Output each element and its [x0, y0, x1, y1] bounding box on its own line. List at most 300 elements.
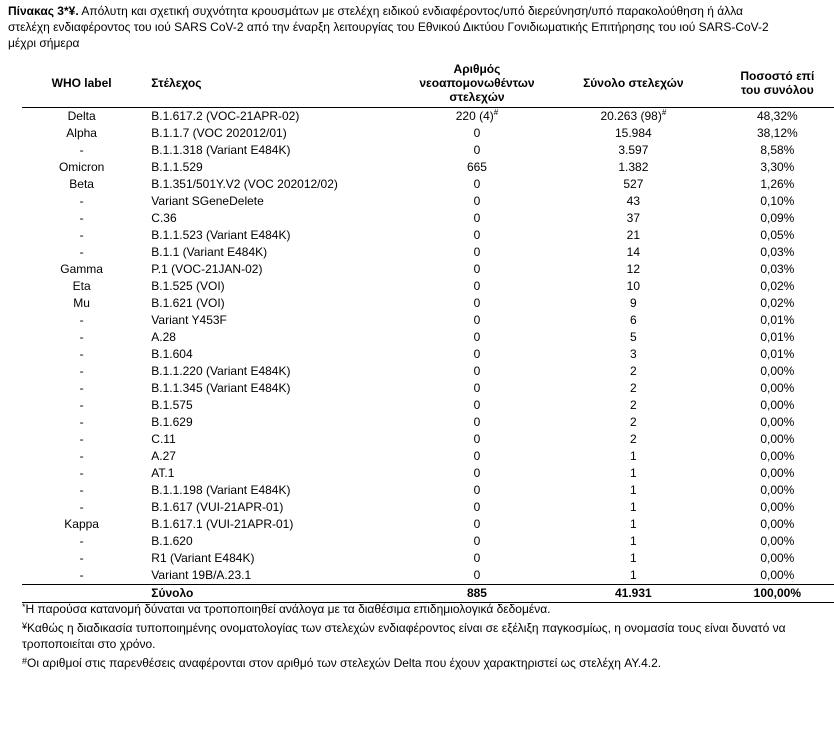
cell-percentage	[721, 499, 834, 516]
cell-new-sequenced-value: 0	[473, 194, 481, 208]
cell-percentage-value: 0,00%	[760, 449, 795, 463]
header-percentage	[721, 58, 834, 108]
cell-new-sequenced-value: 0	[473, 313, 481, 327]
cell-who-label	[22, 431, 141, 448]
cell-total	[546, 210, 721, 227]
cell-new-sequenced-value: 0	[473, 551, 481, 565]
cell-new-sequenced-value: 0	[473, 381, 481, 395]
cell-new-sequenced	[408, 414, 546, 431]
cell-percentage	[721, 414, 834, 431]
total-pct: 100,00%	[721, 585, 834, 603]
header-new-line-3: στελεχών	[449, 89, 505, 104]
table-row	[22, 465, 834, 482]
cell-total	[546, 414, 721, 431]
cell-percentage-value: 0,00%	[760, 466, 795, 480]
cell-percentage-value: 0,09%	[760, 211, 795, 225]
cell-strain-value: C.11	[151, 432, 176, 446]
cell-percentage-value: 0,00%	[760, 517, 795, 531]
cell-percentage	[721, 295, 834, 312]
cell-new-sequenced	[408, 499, 546, 516]
cell-percentage	[721, 363, 834, 380]
cell-who-label-value: -	[79, 211, 84, 225]
table-row	[22, 176, 834, 193]
cell-total	[546, 176, 721, 193]
cell-percentage	[721, 125, 834, 142]
cell-strain-value: B.1.1.523 (Variant E484K)	[151, 228, 291, 242]
cell-percentage-value: 0,00%	[760, 483, 795, 497]
cell-who-label-value: Kappa	[64, 517, 99, 531]
cell-new-sequenced	[408, 533, 546, 550]
cell-strain-value: B.1.617.2 (VOC-21APR-02)	[151, 109, 300, 123]
cell-new-sequenced	[408, 448, 546, 465]
cell-percentage-value: 0,00%	[760, 398, 795, 412]
footnote-1	[22, 599, 822, 617]
cell-total	[546, 261, 721, 278]
cell-percentage	[721, 380, 834, 397]
cell-new-sequenced	[408, 142, 546, 159]
cell-new-sequenced	[408, 261, 546, 278]
cell-total-value: 1	[630, 500, 637, 514]
cell-strain-value: B.1.629	[151, 415, 193, 429]
cell-who-label-value: -	[79, 313, 84, 327]
cell-total	[546, 465, 721, 482]
cell-strain	[141, 465, 408, 482]
cell-new-sequenced	[408, 346, 546, 363]
cell-new-sequenced	[408, 278, 546, 295]
table-row	[22, 414, 834, 431]
cell-who-label-value: -	[79, 194, 84, 208]
cell-strain-value: B.1.575	[151, 398, 193, 412]
cell-who-label	[22, 499, 141, 516]
cell-strain	[141, 312, 408, 329]
cell-percentage-value: 48,32%	[756, 109, 798, 123]
cell-percentage	[721, 142, 834, 159]
cell-who-label	[22, 448, 141, 465]
cell-percentage	[721, 448, 834, 465]
cell-total-value: 10	[626, 279, 641, 293]
cell-percentage	[721, 159, 834, 176]
cell-percentage-value: 0,00%	[760, 534, 795, 548]
cell-strain	[141, 482, 408, 499]
cell-percentage	[721, 176, 834, 193]
cell-who-label-value: -	[79, 245, 84, 259]
cell-total	[546, 312, 721, 329]
cell-strain-value: A.28	[151, 330, 176, 344]
footnote-3	[22, 653, 822, 671]
caption-text-1: Απόλυτη και σχετική συχνότητα κρουσμάτων με στελέχη ειδικού ενδιαφέροντος/υπό διερεύνηση/υπό παρακολούθηση ή άλλα	[81, 4, 743, 18]
cell-who-label-value: Gamma	[60, 262, 103, 276]
cell-who-label-value: -	[79, 228, 84, 242]
cell-total	[546, 380, 721, 397]
cell-new-sequenced	[408, 108, 546, 126]
cell-new-sequenced-value: 0	[473, 466, 481, 480]
cell-who-label-value: -	[79, 449, 84, 463]
cell-new-sequenced	[408, 363, 546, 380]
cell-who-label-value: Alpha	[66, 126, 97, 140]
cell-total-value: 3	[630, 347, 637, 361]
cell-new-sequenced	[408, 244, 546, 261]
cell-total-value: 2	[630, 381, 637, 395]
cell-new-sequenced-value: 0	[473, 568, 481, 582]
cell-percentage-value: 3,30%	[760, 160, 795, 174]
cell-who-label	[22, 159, 141, 176]
cell-strain	[141, 533, 408, 550]
cell-percentage	[721, 550, 834, 567]
header-strain: Στέλεχος	[141, 58, 408, 108]
cell-total	[546, 329, 721, 346]
cell-new-sequenced	[408, 431, 546, 448]
cell-percentage-value: 0,00%	[760, 432, 795, 446]
table-row	[22, 363, 834, 380]
footnote-ref: #	[661, 108, 667, 117]
cell-who-label-value: -	[79, 364, 84, 378]
cell-who-label-value: -	[79, 534, 84, 548]
caption-line-3: μέχρι σήμερα	[8, 36, 80, 50]
cell-total-value: 12	[626, 262, 641, 276]
cell-percentage	[721, 312, 834, 329]
cell-percentage-value: 8,58%	[760, 143, 795, 157]
cell-new-sequenced-value: 0	[473, 398, 481, 412]
cell-strain-value: B.1.1 (Variant E484K)	[151, 245, 268, 259]
variants-table	[22, 58, 834, 603]
cell-total-value: 9	[630, 296, 637, 310]
cell-percentage	[721, 346, 834, 363]
cell-strain	[141, 142, 408, 159]
cell-total-value: 1	[630, 517, 637, 531]
cell-total	[546, 567, 721, 585]
footnote-text: Η παρούσα κατανομή δύναται να τροποποιηθεί ανάλογα με τα διαθέσιμα επιδημιολογικά δεδομένα.	[25, 602, 551, 616]
table-row	[22, 261, 834, 278]
cell-new-sequenced-value: 0	[473, 143, 481, 157]
cell-total	[546, 159, 721, 176]
table-row	[22, 533, 834, 550]
cell-total-value: 3.597	[618, 143, 649, 157]
cell-strain	[141, 363, 408, 380]
header-new-line-2: νεοαπομονωθέντων	[419, 75, 535, 90]
cell-total-value: 6	[630, 313, 637, 327]
cell-new-sequenced	[408, 125, 546, 142]
cell-who-label	[22, 312, 141, 329]
cell-new-sequenced-value: 0	[473, 364, 481, 378]
cell-percentage	[721, 210, 834, 227]
cell-strain	[141, 108, 408, 126]
cell-new-sequenced	[408, 227, 546, 244]
cell-strain	[141, 431, 408, 448]
cell-new-sequenced-value: 0	[473, 279, 481, 293]
caption-line-2: στελέχη ενδιαφέροντος του ιού SARS CoV-2 από την έναρξη λειτουργίας του Εθνικού Δικτύου Γονιδιωματικής Επιτήρησης του ιού SARS-CoV-2	[8, 20, 769, 34]
cell-new-sequenced-value: 0	[473, 483, 481, 497]
cell-total-value: 1	[630, 466, 637, 480]
cell-new-sequenced-value: 0	[473, 330, 481, 344]
cell-strain-value: B.1.1.7 (VOC 202012/01)	[151, 126, 287, 140]
table-row	[22, 482, 834, 499]
cell-new-sequenced-value: 0	[473, 517, 481, 531]
cell-percentage	[721, 261, 834, 278]
cell-total	[546, 142, 721, 159]
cell-who-label	[22, 278, 141, 295]
cell-strain	[141, 295, 408, 312]
cell-strain	[141, 159, 408, 176]
cell-percentage-value: 0,00%	[760, 415, 795, 429]
cell-who-label	[22, 346, 141, 363]
cell-who-label-value: Mu	[73, 296, 90, 310]
cell-new-sequenced-value: 0	[473, 245, 481, 259]
cell-who-label	[22, 244, 141, 261]
table-row	[22, 329, 834, 346]
cell-total-value: 1	[630, 551, 637, 565]
cell-total-value: 21	[626, 228, 641, 242]
cell-who-label-value: -	[79, 483, 84, 497]
table-row	[22, 448, 834, 465]
cell-who-label-value: Eta	[72, 279, 91, 293]
footnote-mark: ¥	[22, 621, 28, 631]
cell-strain-value: Variant Y453F	[151, 313, 227, 327]
cell-percentage	[721, 567, 834, 585]
cell-total-value: 1	[630, 483, 637, 497]
table-row	[22, 278, 834, 295]
table-row	[22, 244, 834, 261]
cell-total-value: 1	[630, 449, 637, 463]
cell-who-label-value: -	[79, 347, 84, 361]
cell-new-sequenced	[408, 482, 546, 499]
table-caption	[8, 3, 834, 51]
table-row	[22, 312, 834, 329]
cell-who-label	[22, 193, 141, 210]
cell-strain	[141, 414, 408, 431]
cell-strain-value: R1 (Variant E484K)	[151, 551, 255, 565]
cell-new-sequenced-value: 0	[473, 262, 481, 276]
table-row	[22, 108, 834, 126]
cell-percentage-value: 0,00%	[760, 381, 795, 395]
cell-who-label-value: -	[79, 500, 84, 514]
header-new-line-1: Αριθμός	[453, 61, 501, 76]
cell-percentage-value: 0,00%	[760, 364, 795, 378]
header-new-sequenced	[408, 58, 546, 108]
cell-new-sequenced-value: 0	[473, 500, 481, 514]
cell-total	[546, 244, 721, 261]
cell-strain-value: B.1.1.345 (Variant E484K)	[151, 381, 291, 395]
table-row	[22, 193, 834, 210]
cell-total	[546, 346, 721, 363]
cell-percentage-value: 38,12%	[756, 126, 798, 140]
cell-strain-value: B.1.617 (VUI-21APR-01)	[151, 500, 284, 514]
cell-strain	[141, 278, 408, 295]
cell-who-label-value: -	[79, 432, 84, 446]
cell-who-label	[22, 516, 141, 533]
cell-strain	[141, 516, 408, 533]
header-who-label: WHO label	[22, 58, 141, 108]
cell-total	[546, 108, 721, 126]
cell-total	[546, 397, 721, 414]
cell-new-sequenced	[408, 210, 546, 227]
table-header-row	[22, 58, 834, 108]
cell-total	[546, 227, 721, 244]
cell-who-label-value: -	[79, 568, 84, 582]
cell-total-value: 15.984	[615, 126, 652, 140]
cell-new-sequenced	[408, 380, 546, 397]
cell-percentage-value: 0,00%	[760, 500, 795, 514]
cell-strain-value: A.27	[151, 449, 176, 463]
table-row	[22, 567, 834, 585]
total-total: 41.931	[546, 585, 721, 603]
cell-percentage	[721, 431, 834, 448]
cell-new-sequenced-value: 0	[473, 449, 481, 463]
cell-strain-value: B.1.621 (VOI)	[151, 296, 225, 310]
cell-strain-value: AT.1	[151, 466, 175, 480]
cell-strain-value: B.1.604	[151, 347, 193, 361]
cell-new-sequenced	[408, 465, 546, 482]
cell-who-label	[22, 142, 141, 159]
cell-strain	[141, 567, 408, 585]
cell-percentage-value: 1,26%	[760, 177, 795, 191]
cell-new-sequenced-value: 0	[473, 432, 481, 446]
cell-total	[546, 448, 721, 465]
cell-strain-value: C.36	[151, 211, 177, 225]
cell-strain	[141, 227, 408, 244]
cell-new-sequenced	[408, 193, 546, 210]
table-row	[22, 142, 834, 159]
cell-who-label-value: -	[79, 466, 84, 480]
table-row	[22, 159, 834, 176]
cell-who-label	[22, 125, 141, 142]
cell-percentage	[721, 482, 834, 499]
cell-percentage	[721, 278, 834, 295]
cell-total-value: 1	[630, 568, 637, 582]
cell-new-sequenced-value: 0	[473, 347, 481, 361]
cell-percentage	[721, 193, 834, 210]
footnote-text: Οι αριθμοί στις παρενθέσεις αναφέρονται στον αριθμό των στελεχών Delta που έχουν χαρακτηριστεί ως στελέχη AY.4.2.	[27, 656, 662, 670]
cell-percentage	[721, 227, 834, 244]
cell-who-label	[22, 533, 141, 550]
cell-strain	[141, 210, 408, 227]
cell-new-sequenced-value: 665	[466, 160, 487, 174]
cell-who-label-value: Omicron	[58, 160, 105, 174]
cell-new-sequenced	[408, 550, 546, 567]
header-pct-line-2: του συνόλου	[740, 82, 814, 97]
cell-new-sequenced	[408, 295, 546, 312]
cell-total-value: 20.263 (98)	[600, 109, 662, 123]
cell-percentage-value: 0,00%	[760, 551, 795, 565]
header-total: Σύνολο στελεχών	[546, 58, 721, 108]
cell-strain-value: B.1.617.1 (VUI-21APR-01)	[151, 517, 294, 531]
cell-percentage	[721, 465, 834, 482]
table-row	[22, 380, 834, 397]
cell-who-label-value: -	[79, 415, 84, 429]
cell-percentage-value: 0,01%	[760, 330, 795, 344]
cell-total	[546, 533, 721, 550]
cell-new-sequenced-value: 0	[473, 228, 481, 242]
cell-strain	[141, 193, 408, 210]
cell-total-value: 1.382	[618, 160, 649, 174]
table-row	[22, 431, 834, 448]
cell-percentage	[721, 244, 834, 261]
cell-who-label-value: -	[79, 330, 84, 344]
cell-who-label	[22, 108, 141, 126]
cell-total	[546, 193, 721, 210]
cell-total	[546, 278, 721, 295]
cell-strain-value: B.1.1.318 (Variant E484K)	[151, 143, 291, 157]
cell-total-value: 37	[626, 211, 641, 225]
cell-total-value: 527	[623, 177, 644, 191]
cell-who-label	[22, 482, 141, 499]
cell-new-sequenced-value: 0	[473, 211, 481, 225]
cell-strain	[141, 176, 408, 193]
cell-strain-value: B.1.525 (VOI)	[151, 279, 225, 293]
cell-who-label	[22, 363, 141, 380]
cell-strain-value: B.1.620	[151, 534, 193, 548]
cell-percentage-value: 0,03%	[760, 262, 795, 276]
cell-strain	[141, 244, 408, 261]
cell-percentage-value: 0,01%	[760, 347, 795, 361]
header-pct-line-1: Ποσοστό επί	[740, 68, 815, 83]
cell-strain	[141, 380, 408, 397]
cell-strain-value: B.1.351/501Y.V2 (VOC 202012/02)	[151, 177, 338, 191]
cell-who-label-value: -	[79, 381, 84, 395]
cell-percentage-value: 0,00%	[760, 568, 795, 582]
footnote-mark: *	[22, 602, 26, 612]
cell-total	[546, 499, 721, 516]
cell-percentage-value: 0,10%	[760, 194, 795, 208]
cell-who-label-value: -	[79, 143, 84, 157]
cell-new-sequenced-value: 0	[473, 534, 481, 548]
table-row	[22, 210, 834, 227]
cell-new-sequenced	[408, 329, 546, 346]
cell-strain	[141, 346, 408, 363]
cell-total	[546, 482, 721, 499]
cell-percentage	[721, 533, 834, 550]
cell-new-sequenced	[408, 159, 546, 176]
cell-strain	[141, 550, 408, 567]
footnote-mark: #	[22, 656, 28, 666]
cell-who-label	[22, 567, 141, 585]
cell-new-sequenced	[408, 176, 546, 193]
cell-strain	[141, 448, 408, 465]
cell-who-label-value: -	[79, 551, 84, 565]
cell-strain	[141, 261, 408, 278]
cell-total	[546, 431, 721, 448]
caption-label: Πίνακας 3*¥.	[8, 4, 79, 18]
cell-new-sequenced-value: 0	[473, 415, 481, 429]
cell-new-sequenced	[408, 397, 546, 414]
footnote-2	[22, 618, 822, 652]
cell-percentage-value: 0,05%	[760, 228, 795, 242]
cell-strain	[141, 329, 408, 346]
cell-who-label	[22, 261, 141, 278]
table-row	[22, 499, 834, 516]
footnote-text: Καθώς η διαδικασία τυποποιημένης ονοματολογίας των στελεχών ενδιαφέροντος είναι σε εξέλιξη παγκοσμίως, η ονομασία τους είναι δυνατό να τροποποιείται στο χρόνο.	[22, 621, 786, 651]
cell-new-sequenced	[408, 567, 546, 585]
cell-percentage	[721, 397, 834, 414]
cell-strain-value: P.1 (VOC-21JAN-02)	[151, 262, 263, 276]
cell-total-value: 2	[630, 415, 637, 429]
cell-new-sequenced	[408, 516, 546, 533]
cell-total	[546, 550, 721, 567]
cell-strain	[141, 397, 408, 414]
cell-total-value: 2	[630, 432, 637, 446]
cell-total-value: 5	[630, 330, 637, 344]
cell-total-value: 43	[626, 194, 641, 208]
cell-who-label	[22, 380, 141, 397]
cell-strain-value: B.1.1.220 (Variant E484K)	[151, 364, 291, 378]
cell-new-sequenced-value: 220 (4)	[455, 109, 494, 123]
cell-percentage	[721, 329, 834, 346]
cell-who-label-value: Delta	[67, 109, 96, 123]
cell-total-value: 1	[630, 534, 637, 548]
cell-who-label	[22, 295, 141, 312]
cell-who-label	[22, 210, 141, 227]
cell-who-label	[22, 176, 141, 193]
table-row	[22, 550, 834, 567]
